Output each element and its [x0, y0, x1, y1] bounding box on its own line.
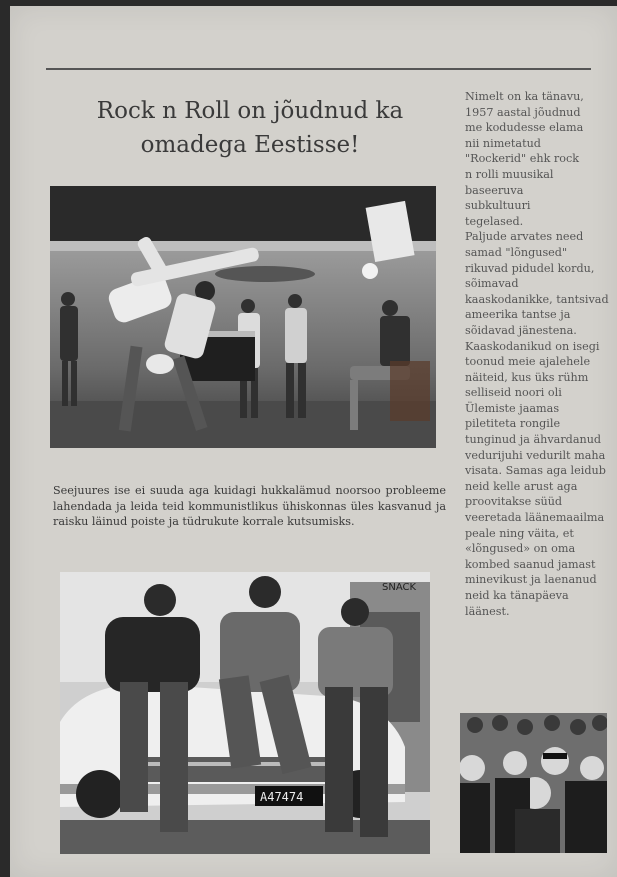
- right-line: visata. Samas aga leidub: [465, 464, 606, 478]
- right-line: sõidavad jänestena.: [465, 323, 577, 337]
- right-line: kaaskodanikke, tantsivad: [465, 292, 609, 306]
- crowd-photo: [460, 713, 607, 853]
- right-line: Kaaskodanikud on isegi: [465, 339, 600, 353]
- right-line: Nimelt on ka tänavu,: [465, 90, 584, 103]
- right-line: tunginud ja ähvardanud: [465, 433, 602, 447]
- header-divider: [46, 68, 591, 70]
- right-line: "Rockerid" ehk rock: [465, 152, 580, 166]
- article-headline: [50, 94, 450, 162]
- right-line: subkultuuri: [465, 199, 531, 213]
- crowd-photo-illustration: [460, 713, 607, 853]
- right-line: Paljude arvates need: [465, 230, 584, 244]
- car-plate-text: A47474: [260, 790, 304, 804]
- right-line: sõimavad: [465, 277, 519, 291]
- right-line: samad "lõngused": [465, 245, 568, 259]
- right-line: Ülemiste jaamas: [465, 401, 560, 415]
- left-paragraph: Seejuures ise ei suuda aga kuidagi hukkalämud noorsoo probleeme lahendada ja leida teid kommunistlikus ühiskonnas üles kasvanud ja raisku läinud poiste ja tüdrukute korrale kutsumisks.: [53, 484, 446, 529]
- right-line: selliseid noori oli: [465, 386, 562, 400]
- right-line: vedurijuhi vedurilt maha: [465, 448, 606, 462]
- right-line: rikuvad pidudel kordu,: [465, 261, 595, 275]
- right-line: kombed saanud jamast: [465, 557, 596, 571]
- right-line: tegelased.: [465, 214, 524, 228]
- right-line: toonud meie ajalehele: [465, 355, 591, 369]
- right-line: me kodudesse elama: [465, 121, 584, 135]
- headline-line-2: omadega Eestisse!: [140, 132, 360, 158]
- headline-line-1: Rock n Roll on jõudnud ka: [96, 98, 404, 124]
- right-line: ameerika tantse ja: [465, 308, 571, 322]
- right-column-text: [465, 89, 617, 619]
- right-line: piletiteta rongile: [465, 417, 561, 431]
- right-line: n rolli muusikal: [465, 167, 554, 181]
- right-line: baseeruva: [465, 183, 524, 197]
- right-line: läänest.: [465, 604, 510, 618]
- right-line: neid ka tänapäeva: [465, 589, 569, 602]
- dance-photo-illustration: [50, 186, 436, 448]
- right-line: veeretada läänemaailma: [465, 511, 605, 525]
- right-line: neid kelle arust aga: [465, 479, 578, 493]
- youth-photo: [60, 572, 430, 854]
- shop-sign-text: SNACK: [382, 582, 417, 593]
- right-line: 1957 aastal jõudnud: [465, 105, 581, 119]
- right-line: näiteid, kus üks rühm: [465, 370, 589, 384]
- right-line: nii nimetatud: [465, 136, 541, 150]
- right-line: peale ning väita, et: [465, 526, 574, 540]
- right-line: proovitakse süüd: [465, 495, 563, 509]
- youth-photo-illustration: [60, 572, 430, 854]
- right-line: «lõngused» on oma: [465, 542, 576, 556]
- right-line: minevikust ja laenanud: [465, 573, 597, 587]
- newspaper-page: [10, 6, 617, 877]
- dance-photo: [50, 186, 436, 448]
